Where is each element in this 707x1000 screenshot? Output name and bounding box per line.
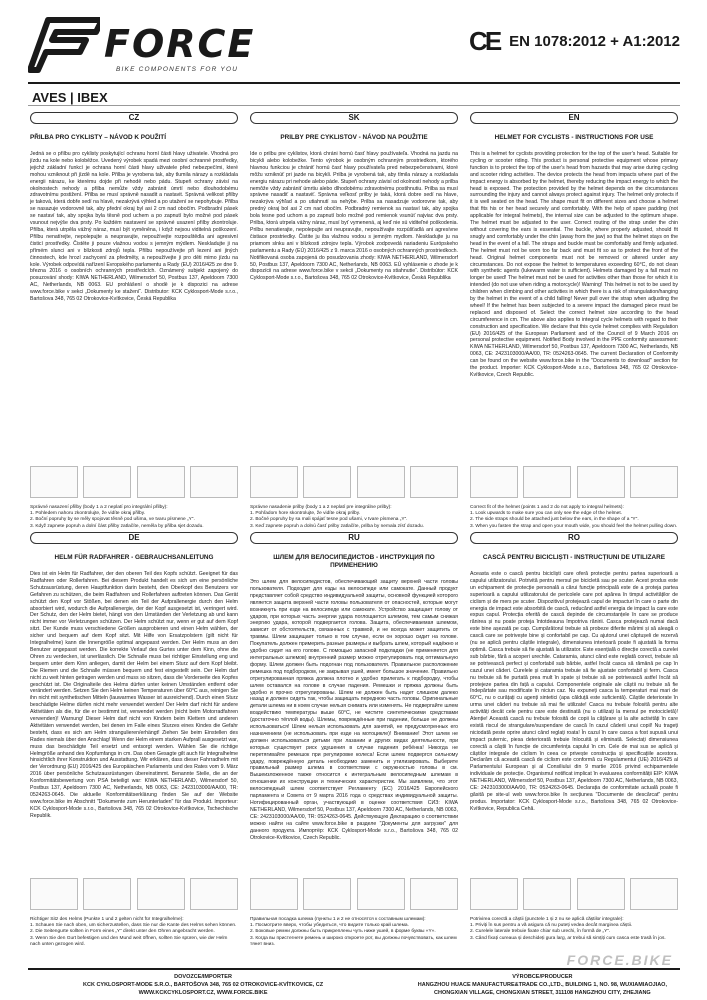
section-ro — [470, 532, 678, 909]
caption-line: 3. Когда вы пристегнете ремень и широко откроете рот, вы должны почувствовать, как шлем тянет вниз. — [250, 935, 457, 947]
caption-line: Správné nasazení přilby (body 1 a 2 neplatí pro integrální přilby): — [30, 505, 168, 510]
section-title: CASCĂ PENTRU BICICLIȘTI - INSTRUCȚIUNI DE UTILIZARE — [482, 554, 666, 561]
caption-line: Correct fit of the helmet (points 1 and 2 do not apply to integral helmets): — [470, 505, 624, 510]
helmet-fit-illustration — [577, 878, 625, 910]
helmet-fit-illustration — [357, 878, 405, 910]
helmet-fit-illustration — [357, 466, 405, 498]
footer — [0, 970, 707, 1000]
section-body: Это шлем для велосипедистов, обеспечивающий защиту верхней части головы пользователя. Подходит для езды на велосипеде или самокате. Данный продукт представляет собой средство индивидуальной защиты, основной функцией которого является защита верхней части головы пользователя от опасностей, которые могут возникнуть при езде на велосипеде или самокате. Устройство защищает голову от ударов, при которых часть энергии удара поглощается шлемом, тем самым снижая энергию удара, которой подвергается голова. Защита, обеспечиваемая шлемом, зависит от обстоятельств, связанных с травмой, и не всегда может защитить от травмы. Шлем защищает только в том случае, если он хорошо сидит на голове. Покупатель должен примерить разные размеры и выбрать шлем, который надёжно и удобно сидит на его голове. С помощью запасной подкладки (не применяется для интегральных шлемов) внутренний размер можно отрегулировать под оптимальную форму. Шлем должен быть подогнан под пользователя. Правильное расположение ремешка под подбородком, не закрывая ушей, имеет большое значение. Правильно отрегулированная пряжка должна плотно и удобно прилегать к подбородку, чтобы шлем оставался на голове в случае падения. Ремешки и пряжка должны быть удобно и прочно отрегулированы. Шлем не должен быть надет слишком далеко назад и должен сидеть так, чтобы защищать переднюю часть головы. Оригинальные детали шлема ни в коем случае нельзя снимать или изменять. Не подвергайте шлем воздействию температуры выше 60°C, не чистите синтетическими средствами (достаточно тёплой воды). Шлемы, повреждённые при падении, больше не должны использоваться! Шлем нельзя использовать для занятий, не предусмотренных его назначением (не использовать при езде на мотоцикле)! Внимание! Этот шлем не должен использоваться детьми при лазании и других видах деятельности, при которых существует риск удушения в случае падения ребёнка! Никогда не перетягивайте ремешок при регулировке колеса! Если шлем подвергся сильному удару, повреждённую деталь необходимо заменить и утилизировать. Выберите правильный размер шлема в соответствии с окружностью головы в см. Вышеизложенное также относится к интегральным велосипедным шлемам в отношении их конструкции и технических характеристик. Мы заявляем, что этот велосипедный шлем соответствует Регламенту (ЕС) 2016/425 Европейского парламента и Совета от 9 марта 2016 года о средствах индивидуальной защиты. Нотифицированный орган, участвующий в оценке соответствия СИЗ: KIWA NETHERLAND, Wilmersdorf 50, Postbus 137, Apeldoorn 7300 AC, Netherlands, NB 0063, CE: 2423103000/AA/00, TR: 0524263-0645. Действующую Декларацию о соответствии можно найти на сайте www.force.bike в разделе "Документы для загрузки" для данного продукта. Импортёр: KCK Cyklosport-Mode s.r.o., Bartošova 348, 765 02 Otrokovice-Kvítkovice, Czech Republic. — [250, 579, 458, 841]
helmet-fit-illustration — [83, 878, 131, 910]
helmet-fit-illustration — [190, 466, 238, 498]
helmet-fit-illustration — [30, 466, 78, 498]
fit-figures-ro — [470, 878, 678, 908]
helmet-fit-illustration — [630, 466, 678, 498]
importer-info — [83, 973, 323, 997]
section-ru — [250, 532, 458, 917]
lang-badge-cz: CZ — [30, 112, 238, 124]
section-body: Jedná se o přilbu pro cyklisty poskytující ochranu horní části hlavy uživatele. Vhodná pro jízdu na kole nebo koloběžce. Uvedený výrobek spadá mezi osobní ochranné prostředky, jejichž základní funkcí je ochrana horní části hlavy uživatele před nebezpečími, které mohou vzniknout při jízdě na kole. Přilba je vyrobena tak, aby tlumila nárazy a rozkládala energii nárazu, ke kterému dojde při nehodě nebo pádu. Stupeň ochrany závisí na okolnostech nehody a přilba nemůže vždy zabránit úmrtí nebo dlouhodobému zdravotnímu postižení. Přilba se musí správně nasadit a nastavit. Správná velikost přilby je taková, která dobře sedí na hlavě, nezakrývá výhled a po utažení se nepohybuje. Přilba se nasazuje vodorovně tak, aby přední okraj byl asi 2 cm nad obočím. Podbradní pásek se nastaví tak, aby spojka byla těsně pod uchem a po zapnutí bylo možné pod pásek vsunout nejvýše dva prsty. Po každém nastavení se správné usazení přilby zkontroluje. Přilba, která utrpěla vážný náraz, musí být vyměněna, i když nejsou viditelná poškození. Přilbu nenatírejte, nepolepujte a neupravujte, nepoužívejte rozpouštědla ani agresivní čisticí prostředky. Čistěte ji pouze vlažnou vodou s jemným mýdlem. Neskladujte ji na přímém slunci ani v blízkosti zdrojů tepla. Přilbu nepoužívejte při lezení ani jiných činnostech, kde hrozí zachycení za předměty, a nepoužívejte ji pro děti mimo jízdu na kole. Výrobek odpovídá nařízení Evropského parlamentu a Rady (EU) 2016/425 ze dne 9. března 2016 o osobních ochranných prostředcích. Oznámený subjekt zapojený do posuzování shody: KIWA NETHERLAND, Wilmersdorf 50, Postbus 137, Apeldoorn 7300 AC, Netherlands, NB 0063. EU prohlášení o shodě je k dispozici na adrese www.force.bike v sekci „Dokumenty ke stažení“. Distributor: KCK Cyklosport-Mode s.r.o., Bartošova 348, 765 02 Otrokovice-Kvítkovice, Česká Republika — [30, 151, 238, 303]
producer-info — [418, 973, 667, 997]
helmet-fit-illustration — [523, 878, 571, 910]
section-body: Ide o prilbu pre cyklistov, ktorá chráni hornú časť hlavy používateľa. Vhodná na jazdu na bicykli alebo kolobežke. Tento výrobok je osobným ochranným prostriedkom, ktorého hlavnou funkciou je chrániť hornú časť hlavy používateľa pred nebezpečenstvami, ktoré môžu vzniknúť pri jazde na bicykli. Prilba je vyrobená tak, aby tlmila nárazy a rozkladala energiu nárazu pri nehode alebo páde. Stupeň ochrany závisí od okolností nehody a prilba nemôže vždy zabrániť úmrtiu alebo dlhodobému zdravotnému postihnutiu. Prilba sa musí správne nasadiť a nastaviť. Správna veľkosť prilby je taká, ktorá dobre sedí na hlave, nezakrýva výhľad a po utiahnutí sa nehýbe. Prilba sa nasadzuje vodorovne tak, aby predný okraj bol asi 2 cm nad obočím. Podbradný remienok sa nastaví tak, aby spojka bola tesne pod uchom a po zapnutí bolo možné pod remienok vsunúť najviac dva prsty. Prilba, ktorá utrpela vážny náraz, musí byť vymenená, aj keď nie sú viditeľné poškodenia. Prilbu nenatierajte, nepolepujte ani neupravujte, nepoužívajte rozpúšťadlá ani agresívne čistiace prostriedky. Čistite ju iba vlažnou vodou s jemným mydlom. Neskladujte ju na priamom slnku ani v blízkosti zdrojov tepla. Výrobok zodpovedá nariadeniu Európskeho parlamentu a Rady (EÚ) 2016/425 z 9. marca 2016 o osobných ochranných prostriedkoch. Notifikovaná osoba zapojená do posudzovania zhody: KIWA NETHERLAND, Wilmersdorf 50, Postbus 137, Apeldoorn 7300 AC, Netherlands, NB 0063. EÚ vyhlásenie o zhode je k dispozícii na adrese www.force.bike v sekcii „Dokumenty na stiahnutie“. Distribútor: KCK Cyklosport-Mode s.r.o., Bartošova 348, 765 02 Otrokovice-Kvítkovice, Česká Republika — [250, 151, 458, 282]
section-cz — [30, 112, 238, 491]
model-title: AVES | IBEX — [32, 90, 108, 105]
lang-badge-ru: RU — [250, 532, 458, 544]
section-sk — [250, 112, 458, 491]
fit-captions-cz — [30, 505, 238, 530]
producer-address: HANGZHOU HUACE MANUFACTURE&TRADE CO.,LTD., BUILDING 1, NO. 98, WUXIAMIAOJIAO, — [417, 982, 667, 988]
fit-figures-cz — [30, 466, 238, 496]
caption-line: 1. Schauen Sie nach oben, um sicherzustellen, dass Sie nur die Kante des Helms sehen können. — [30, 923, 237, 929]
caption-line: 3. Când fixați cureaua și deschideți gura larg, ar trebui să simțiți cum casca este trasă în jos. — [470, 935, 666, 941]
caption-line: 1. Pohledem nahoru zkontrolujte, že vidíte okraj přilby. — [30, 511, 146, 517]
fit-captions-sk — [250, 505, 458, 530]
caption-line: 2. Die Seitengurte sollten in Form eines „Y“ direkt unter den Ohren angebracht werden. — [30, 929, 215, 935]
importer-label: DOVOZCE/IMPORTER — [174, 974, 232, 980]
certification — [469, 26, 680, 56]
helmet-fit-illustration — [630, 878, 678, 910]
section-body: Dies ist ein Helm für Radfahrer, der den oberen Teil des Kopfs schützt. Geeignet für das Radfahren oder Rollerfahren. Bei diesem Produkt handelt es sich um eine persönliche Schutzausrüstung, deren Hauptfunktion darin besteht, den Oberkopf des Benutzers vor Gefahren zu schützen, die beim Radfahren und Rollerfahren auftreten können. Das Gerät schützt den Kopf vor Stößen, bei denen ein Teil der Aufprallenergie durch den Helm absorbiert wird, wodurch die Aufprallenergie, der der Kopf ausgesetzt ist, verringert wird. Der Schutz, den der Helm bietet, hängt von den Umständen der Verletzung ab und kann nicht immer vor Verletzungen schützen. Der Helm schützt nur, wenn er gut auf dem Kopf sitzt. Der Kunde muss verschiedene Größen ausprobieren und einen Helm wählen, der sicher und bequem auf dem Kopf sitzt. Mit Hilfe von Ersatzpolstern (gilt nicht für Integralhelme) kann die Innengröße optimal angepasst werden. Der Helm muss an den Benutzer angepasst werden. Die korrekte Verlauf des Gurtes unter dem Kinn, ohne die Ohren zu verdecken, ist unerlässlich. Die Schnalle muss bei richtiger Einstellung eng und bequem unter dem Kinn anliegen, damit der Helm bei einem Sturz auf dem Kopf bleibt. Die Riemen und die Schnalle müssen bequem und fest eingestellt sein. Der Helm darf nicht zu weit hinten getragen werden und muss so sitzen, dass die Vorderseite des Kopfes geschützt ist. Die Originalteile des Helms dürfen unter keinen Umständen entfernt oder verändert werden. Setzen Sie den Helm keinen Temperaturen über 60°C aus, reinigen Sie ihn nicht mit synthetischen Mitteln (lauwarmes Wasser ist ausreichend). Durch einen Sturz beschädigte Helme dürfen nicht mehr verwendet werden! Der Helm darf nicht für andere Aktivitäten als die, für die er bestimmt ist, verwendet werden (nicht beim Motorradfahren verwenden)! Warnung! Dieser Helm darf nicht von Kindern beim Klettern und anderen Aktivitäten verwendet werden, bei denen im Falle eines Sturzes eines Kindes die Gefahr besteht, dass es sich am Helm strangulieren/erhängt! Ziehen Sie beim Einstellen des Rades niemals über den Anschlag! Wenn der Helm einem starken Aufprall ausgesetzt war, muss das beschädigte Teil ersetzt und entsorgt werden. Wählen Sie die richtige Helmgröße anhand des Kopfumfangs in cm. Das oben Gesagte gilt auch für Integralhelme hinsichtlich ihrer Konstruktion und Ausstattung. Wir erklären, dass dieser Fahrradhelm mit der Verordnung (EU) 2016/425 des Europäischen Parlaments und des Rates vom 9. März 2016 über persönliche Schutzausrüstungen übereinstimmt. Benannte Stelle, die an der Konformitätsbewertung von PSA beteiligt war: KIWA NETHERLAND, Wilmersdorf 50, Postbus 137, Apeldoorn 7300 AC, Netherlands, NB 0063, CE: 2423103000/AA/00, TR: 0524263-0645. Die aktuelle Konformitätserklärung finden Sie auf der Website www.force.bike im Abschnitt "Dokumente zum Herunterladen" für das Produkt. Importeur: KCK Cyklosport-Mode s.r.o., Bartošova 348, 765 02 Otrokovice-Kvítkovice, Tschechische Republik. — [30, 571, 238, 819]
standard-label: EN 1078:2012 + A1:2012 — [509, 32, 680, 50]
caption-line: Richtiger Sitz des Helms (Punkte 1 und 2 gelten nicht für Integralhelme): — [30, 917, 184, 922]
section-title: HELM FÜR RADFAHRER - GEBRAUCHSANLEITUNG — [54, 554, 214, 561]
caption-line: 3. When you fasten the strap and open your mouth wide, you should feel the helmet pulling down. — [470, 523, 678, 529]
caption-line: 1. Посмотрите вверх, чтобы убедиться, что видите только край шлема. — [250, 923, 409, 929]
section-title: PŘILBA PRO CYKLISTY – NÁVOD K POUŽITÍ — [30, 134, 166, 141]
brand-tagline: BIKE COMPONENTS FOR YOU — [116, 66, 239, 73]
lang-badge-de: DE — [30, 532, 238, 544]
caption-line: Správne nasadenie prilby (body 1 a 2 neplatí pre integrálne prilby): — [250, 505, 392, 510]
section-de — [30, 532, 238, 909]
fit-figures-sk — [250, 466, 458, 496]
footer-brand: FORCE.BIKE — [566, 952, 673, 968]
caption-line: 2. Boční popruhy by se měly spojovat těsně pod ušima, ve tvaru písmene „Y“. — [30, 517, 195, 523]
helmet-fit-illustration — [250, 466, 298, 498]
section-en — [470, 112, 678, 491]
producer-address-2: CHONGXIAN VILLAGE, CHONGXIAN STREET, 311108 HANGZHOU CITY, ZHEJIANG — [434, 990, 651, 996]
caption-line: 2. The side straps should be attached just below the ears, in the shape of a "Y". — [470, 517, 639, 523]
caption-line: Potrivirea corectă a căștii (punctele 1 și 2 nu se aplică căștilor integrale): — [470, 917, 624, 922]
section-body: Aceasta este o cască pentru bicicliști care oferă protecție pentru partea superioară a capului utilizatorului. Potrivită pentru mersul pe bicicletă sau pe scuter. Acest produs este un echipament de protecție personală a cărui funcție principală este de a proteja partea superioară a capului utilizatorului de pericolele care pot apărea în timpul activităților de ciclism și de mers pe scuter. Dispozitivul protejează capul de impacturi în care o parte din energia de impact este absorbită de cască, reducând astfel energia de impact la care este expus capul. Protecția oferită de cască depinde de circumstanțele în care se produce rănirea și nu poate proteja întotdeauna împotriva rănirii. Casca protejează numai dacă este bine așezată pe cap. Cumpărătorul trebuie să probeze diferite mărimi și să aleagă o cască care se potrivește bine și confortabil pe cap. Cu ajutorul unei căptușeli de rezervă (nu se aplică pentru căștile integrale), dimensiunea interioară poate fi ajustată la forma optimă. Casca trebuie să fie ajustată la utilizator. Este esențială o direcție corectă a curelei sub bărbie, fără a acoperi urechile. Cataramia, atunci când este reglată corect, trebuie să se potrivească perfect și confortabil sub bărbie, astfel încât casca să rămână pe cap în cazul unei căderi. Curelele și cataramia trebuie să fie ajustate confortabil și ferm. Casca nu trebuie să fie purtată prea mult în spate și trebuie să se potrivească astfel încât să protejeze partea din față a capului. Componentele originale ale căștii nu trebuie să fie îndepărtate sau modificate în niciun caz. Nu expuneți casca la temperaturi mai mari de 60°C, nu o curățați cu agenți sintetici (apa călduță este suficientă). Căștile deteriorate în urma unei căderi nu trebuie să mai fie utilizate! Casca nu trebuie folosită pentru alte activități decât cele pentru care este destinată (nu o utilizați la mersul pe motocicletă)! Atenție! Această cască nu trebuie folosită de copii la cățărare și la alte activități în care există riscul de strangulare/suspendare de cască în cazul căderii unui copil! Nu trageți niciodată peste oprire atunci când reglați roata! În cazul în care casca a fost supusă unui impact puternic, piesa deteriorată trebuie înlocuită și eliminată. Selectați dimensiunea corectă a căștii în funcție de circumferința capului în cm. Cele de mai sus se aplică și căștilor integrale de ciclism în ceea ce privește construcția și specificațiile acestora. Declarăm că această cască de ciclism este conformă cu Regulamentul (UE) 2016/425 al Parlamentului European și al Consiliului din 9 martie 2016 privind echipamentele individuale de protecție. Organismul notificat implicat în evaluarea conformității EIP: KIWA NETHERLAND, Wilmersdorf 50, Postbus 137, Apeldoorn 7300 AC, Netherlands, NB 0063, CE: 2423103000/AA/00, TR: 0524263-0645. Declarația de conformitate actuală poate fi găsită pe site-ul web www.force.bike în secțiunea "Documente de descărcat" pentru produs. Importator: KCK Cyklosport-Mode s.r.o., Bartošova 348, 765 02 Otrokovice-Kvítkovice, Republica Cehă. — [470, 571, 678, 812]
lang-badge-ro: RO — [470, 532, 678, 544]
fit-captions-ru — [250, 917, 458, 948]
helmet-fit-illustration — [137, 878, 185, 910]
fit-captions-de — [30, 917, 238, 948]
helmet-fit-illustration — [470, 466, 518, 498]
brand-name: FORCE — [104, 22, 256, 66]
helmet-fit-illustration — [137, 466, 185, 498]
fit-figures-ru — [250, 878, 458, 908]
helmet-fit-illustration — [523, 466, 571, 498]
caption-line: 3. Keď zapnete popruh a dolnú časť prilby zatlačíte, prilba by nemala zísť dozadu. — [250, 523, 425, 529]
helmet-fit-illustration — [303, 466, 351, 498]
section-title: ШЛЕМ ДЛЯ ВЕЛОСИПЕДИСТОВ - ИНСТРУКЦИЯ ПО ПРИМЕНЕНИЮ — [273, 554, 435, 569]
producer-label: VÝROBCE/PRODUCER — [512, 974, 573, 980]
fit-captions-ro — [470, 917, 678, 942]
caption-line: 1. Pohľadom hore skontrolujte, že vidíte okraj prilby. — [250, 511, 361, 517]
helmet-fit-illustration — [470, 878, 518, 910]
helmet-fit-illustration — [410, 878, 458, 910]
caption-line: 2. Bočné popruhy by sa mali spájať tesne pod ušami, v tvare písmena „Y“. — [250, 517, 408, 523]
importer-web: WWW.KCKCYKLOSPORT.CZ, WWW.FORCE.BIKE — [138, 990, 268, 996]
section-title: HELMET FOR CYCLISTS - INSTRUCTIONS FOR USE — [494, 134, 654, 141]
section-title: PRILBY PRE CYKLISTOV - NÁVOD NA POUŽITIE — [280, 134, 428, 141]
header-divider — [28, 82, 680, 84]
lang-badge-en: EN — [470, 112, 678, 124]
helmet-fit-illustration — [410, 466, 458, 498]
helmet-fit-illustration — [303, 878, 351, 910]
helmet-fit-illustration — [83, 466, 131, 498]
section-body: This is a helmet for cyclists providing protection for the top of the user's head. Suitable for cycling or scooter riding. This product is personal protective equipment whose primary function is to protect the top of the user's head from hazards that may arise during cycling and scooter riding activities. The device protects the head from impacts where part of the impact energy is absorbed by the helmet, thereby reducing the impact energy to which the head is exposed. The protection provided by the helmet depends on the circumstances surrounding the injury and cannot always protect against injury. The helmet only protects if it is well seated on the head. The shape must fit on different sizes and choose a helmet that fits his or her head securely and comfortably. With the help of spare padding (not applicable for integral helmets), the internal size can be adjusted to the optimum shape. The helmet must be adjusted to the user. Correct routing of the strap under the chin without covering the ears is essential. The buckle, where properly adjusted, should fit snugly and comfortably under the chin (away from the jaw) so that the helmet stays on the head in the event of a fall. The straps and buckle must be comfortably and firmly adjusted. The helmet must not be worn too far back and must fit so as to protect the front of the head. Original helmet components must not be removed or altered under any circumstances. Do not expose the helmet to temperatures exceeding 60°C, do not clean with synthetic agents (lukewarm water is sufficient). Helmets damaged by a fall must no longer be used! The helmet must not be used for activities other than those for which it is intended (do not use when riding a motorcycle)! Warning! This helmet is not to be used by children when climbing and other activities in which there is a risk of strangulation/hanging by the helmet in the event of a child falling! Never pull over the strap when adjusting the wheel! If the helmet has been subjected to a severe impact the damaged piece must be replaced and disposed of. Select the correct helmet size according to the head circumference in cm. The above also applies to integral cycle helmets with regard to their construction and specification. We declare that this cycle helmet complies with Regulation (EU) 2016/425 of the European Parliament and of the Council of 9 March 2016 on personal protective equipment. Notified Body involved in the PPE conformity assessment: KIWA NETHERLAND, Wilmersdorf 50, Postbus 137, Apeldoorn 7300 AC, Netherlands, NB 0063, CE: 2423103000/AA/00, TR: 0524263-0645. The current Declaration of Conformity can be found on the website www.force.bike in the "Documents to download" section for the product. Importer: KCK Cyklosport-Mode s.r.o., Bartošova 348, 765 02 Otrokovice-Kvítkovice, Czech Republic. — [470, 151, 678, 378]
model-divider — [28, 105, 680, 106]
fit-figures-en — [470, 466, 678, 496]
helmet-fit-illustration — [190, 878, 238, 910]
force-logo — [28, 16, 298, 76]
helmet-fit-illustration — [250, 878, 298, 910]
lang-badge-sk: SK — [250, 112, 458, 124]
caption-line: Правильная посадка шлема (пункты 1 и 2 не относятся к составным шлемам): — [250, 917, 426, 922]
caption-line: 3. Když zapnete popruh a dolní část přilby zatlačíte, neměla by přilba sjet dozadu. — [30, 523, 204, 529]
helmet-fit-illustration — [30, 878, 78, 910]
caption-line: 2. Боковые ремни должны быть прикреплены чуть ниже ушей, в форме буквы «Y». — [250, 929, 436, 935]
caption-line: 1. Look upwards to make sure you can only see the edge of the helmet. — [470, 511, 622, 517]
fit-figures-de — [30, 878, 238, 908]
importer-address: KCK CYKLOSPORT-MODE S.R.O., BARTOŠOVA 348, 765 02 OTROKOVICE-KVÍTKOVICE, CZ — [83, 982, 324, 988]
header — [28, 14, 680, 76]
helmet-fit-illustration — [577, 466, 625, 498]
fit-captions-en — [470, 505, 678, 530]
caption-line: 1. Priviți în sus pentru a vă asigura că nu puteți vedea decât marginea căștii. — [470, 923, 633, 929]
force-logo-mark — [28, 16, 100, 74]
caption-line: 2. Curelele laterale trebuie fixate chiar sub urechi, în formă de „Y”. — [470, 929, 611, 935]
ce-mark: CE — [469, 25, 500, 56]
caption-line: 3. Wenn Sie den Gurt befestigen und den Mund weit öffnen, sollten Sie spüren, wie der Helm nach unten gezogen wird. — [30, 935, 228, 947]
